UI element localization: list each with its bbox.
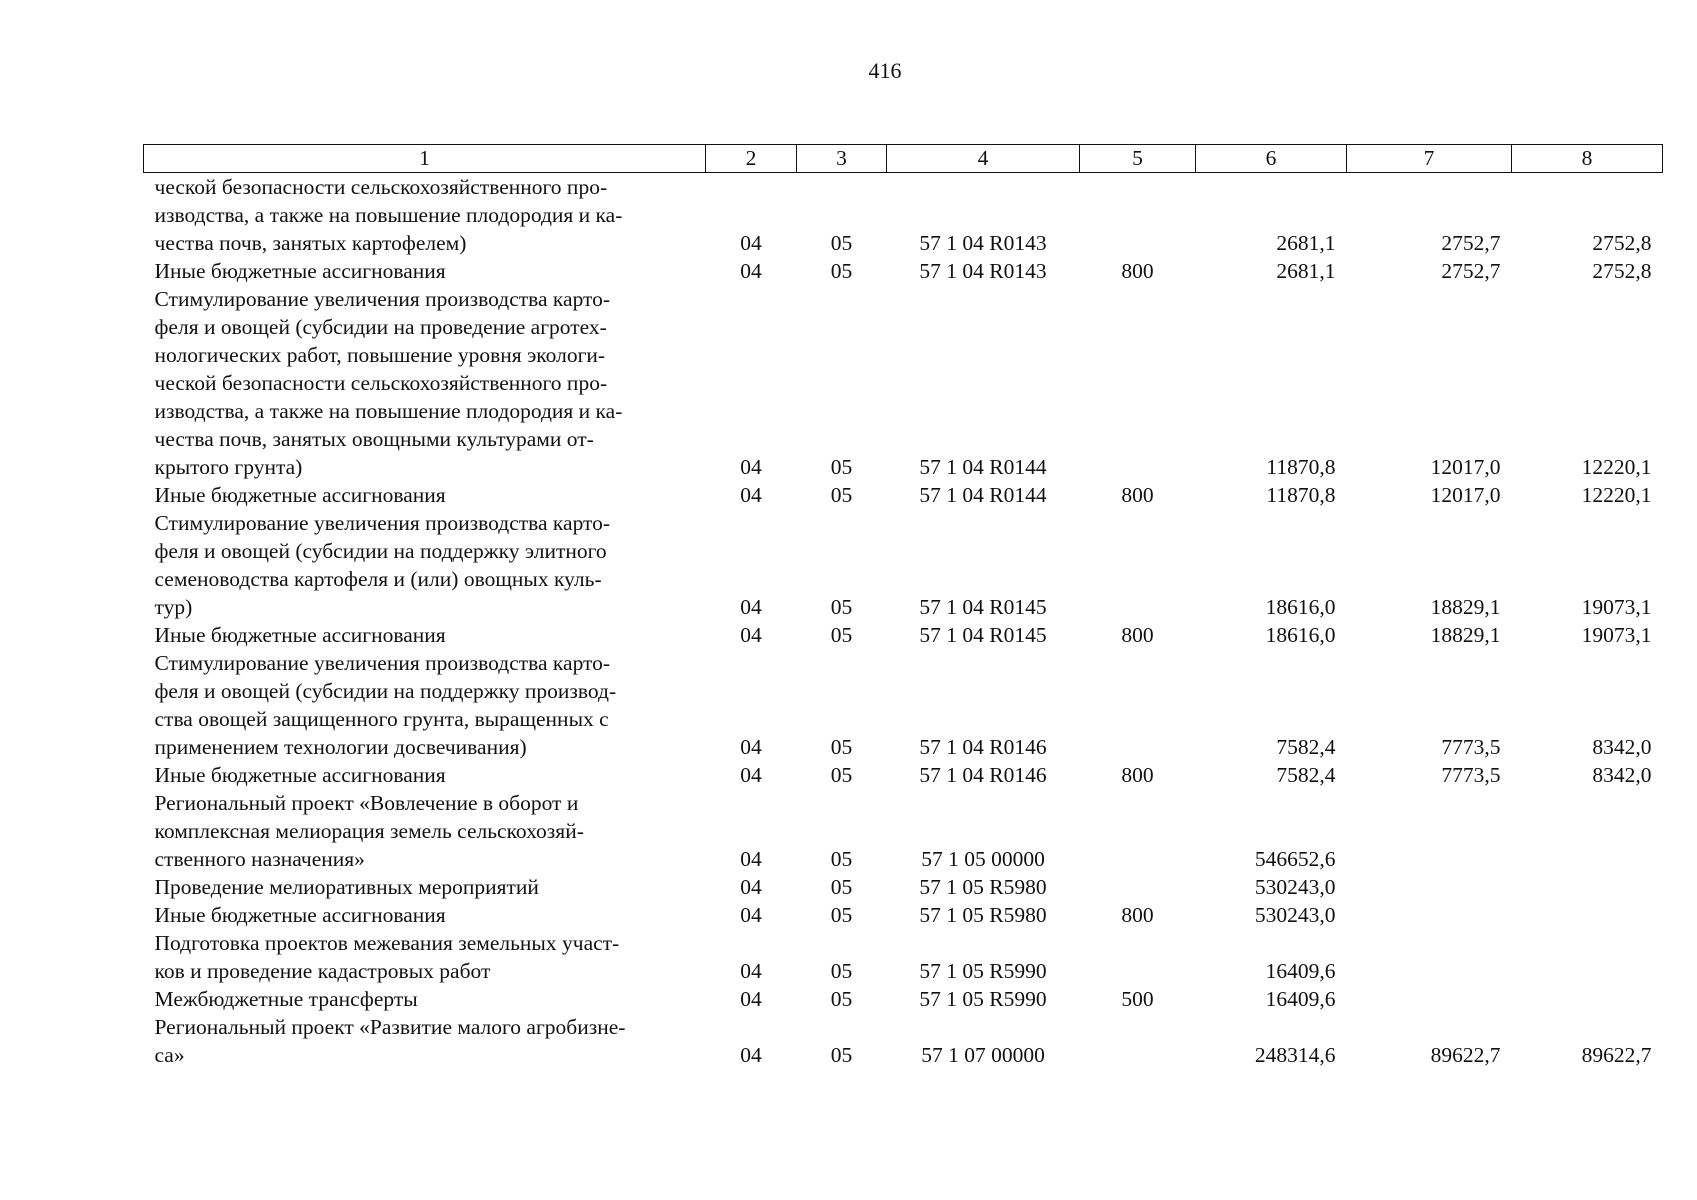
cell-expense-type: 800 bbox=[1121, 903, 1154, 927]
cell-item-name bbox=[144, 985, 706, 1013]
cell-section: 04 bbox=[740, 959, 762, 983]
item-name-line: крытого грунта) bbox=[154, 455, 303, 479]
cell-item-name bbox=[144, 873, 706, 901]
item-name-line: Проведение мелиоративных мероприятий bbox=[154, 875, 539, 899]
cell-expense-type bbox=[1080, 285, 1196, 481]
item-name-line: ческой безопасности сельскохозяйственного про- bbox=[154, 175, 608, 199]
cell-amount-year-1: 11870,8 bbox=[1266, 483, 1336, 507]
table-row bbox=[144, 985, 1663, 1013]
cell-target-article: 57 1 04 R0145 bbox=[919, 595, 1047, 619]
cell-amount-year-3: 89622,7 bbox=[1581, 1043, 1652, 1067]
cell-amount-year-3 bbox=[1512, 901, 1663, 929]
cell-amount-year-2 bbox=[1347, 929, 1512, 985]
cell-item-name bbox=[144, 761, 706, 789]
cell-amount-year-1: 18616,0 bbox=[1265, 623, 1336, 647]
cell-amount-year-2: 2752,7 bbox=[1441, 259, 1501, 283]
cell-expense-type bbox=[1080, 929, 1196, 985]
cell-amount-year-1: 16409,6 bbox=[1265, 987, 1336, 1011]
cell-section: 04 bbox=[740, 763, 762, 787]
column-header-6: 6 bbox=[1196, 145, 1347, 173]
cell-amount-year-2 bbox=[1347, 985, 1512, 1013]
item-name-line: ства овощей защищенного грунта, выращенных с bbox=[154, 707, 609, 731]
cell-amount-year-3: 12220,1 bbox=[1581, 483, 1652, 507]
item-name-line: Региональный проект «Развитие малого агробизне- bbox=[154, 1015, 626, 1039]
cell-amount-year-3: 19073,1 bbox=[1581, 595, 1652, 619]
cell-item-name bbox=[144, 901, 706, 929]
cell-amount-year-1: 2681,1 bbox=[1276, 231, 1336, 255]
column-header-4: 4 bbox=[887, 145, 1080, 173]
table-row bbox=[144, 649, 1663, 761]
cell-section: 04 bbox=[740, 231, 762, 255]
cell-amount-year-3 bbox=[1512, 929, 1663, 985]
table-row bbox=[144, 257, 1663, 285]
cell-amount-year-2: 7773,5 bbox=[1441, 763, 1501, 787]
cell-amount-year-3: 8342,0 bbox=[1592, 763, 1652, 787]
table-row bbox=[144, 929, 1663, 985]
item-name-line: Иные бюджетные ассигнования bbox=[154, 623, 446, 647]
column-header-1: 1 bbox=[144, 145, 706, 173]
cell-item-name bbox=[144, 509, 706, 621]
cell-item-name bbox=[144, 257, 706, 285]
cell-subsection: 05 bbox=[830, 735, 853, 759]
cell-target-article: 57 1 04 R0144 bbox=[919, 455, 1047, 479]
table-body bbox=[144, 173, 1663, 1070]
cell-item-name bbox=[144, 649, 706, 761]
item-name-line: са» bbox=[154, 1043, 185, 1067]
item-name-line: Стимулирование увеличения производства карто- bbox=[154, 511, 611, 535]
cell-amount-year-1: 7582,4 bbox=[1276, 735, 1336, 759]
cell-expense-type bbox=[1080, 873, 1196, 901]
cell-target-article: 57 1 05 R5980 bbox=[919, 903, 1047, 927]
cell-subsection: 05 bbox=[830, 1043, 853, 1067]
item-name-line: Иные бюджетные ассигнования bbox=[154, 259, 446, 283]
cell-amount-year-1: 546652,6 bbox=[1254, 847, 1336, 871]
cell-subsection: 05 bbox=[830, 231, 853, 255]
cell-amount-year-3 bbox=[1512, 985, 1663, 1013]
table-row bbox=[144, 481, 1663, 509]
cell-amount-year-1: 530243,0 bbox=[1254, 903, 1336, 927]
cell-subsection: 05 bbox=[830, 595, 853, 619]
cell-amount-year-1: 530243,0 bbox=[1254, 875, 1336, 899]
cell-expense-type: 800 bbox=[1121, 259, 1154, 283]
cell-item-name bbox=[144, 929, 706, 985]
cell-subsection: 05 bbox=[830, 959, 853, 983]
cell-section: 04 bbox=[740, 903, 762, 927]
cell-amount-year-2 bbox=[1347, 901, 1512, 929]
cell-expense-type: 800 bbox=[1121, 483, 1154, 507]
cell-section: 04 bbox=[740, 623, 762, 647]
cell-subsection: 05 bbox=[830, 875, 853, 899]
item-name-line: ков и проведение кадастровых работ bbox=[154, 959, 491, 983]
cell-amount-year-1: 2681,1 bbox=[1276, 259, 1336, 283]
item-name-line: семеноводства картофеля и (или) овощных куль- bbox=[154, 567, 602, 591]
table-row bbox=[144, 789, 1663, 873]
item-name-line: чества почв, занятых овощными культурами от- bbox=[154, 427, 594, 451]
cell-target-article: 57 1 04 R0146 bbox=[919, 735, 1047, 759]
cell-amount-year-2: 7773,5 bbox=[1441, 735, 1501, 759]
cell-subsection: 05 bbox=[830, 763, 853, 787]
table-row bbox=[144, 173, 1663, 258]
column-header-8: 8 bbox=[1512, 145, 1663, 173]
cell-amount-year-1: 11870,8 bbox=[1266, 455, 1336, 479]
cell-amount-year-2 bbox=[1347, 873, 1512, 901]
cell-expense-type bbox=[1080, 649, 1196, 761]
cell-amount-year-3: 2752,8 bbox=[1592, 231, 1652, 255]
cell-section: 04 bbox=[740, 875, 762, 899]
item-name-line: Иные бюджетные ассигнования bbox=[154, 483, 446, 507]
cell-amount-year-2: 2752,7 bbox=[1441, 231, 1501, 255]
cell-item-name bbox=[144, 285, 706, 481]
cell-amount-year-3 bbox=[1512, 873, 1663, 901]
cell-item-name bbox=[144, 173, 706, 258]
cell-amount-year-3 bbox=[1512, 789, 1663, 873]
cell-target-article: 57 1 05 R5990 bbox=[919, 959, 1047, 983]
item-name-line: Региональный проект «Вовлечение в оборот и bbox=[154, 791, 579, 815]
cell-target-article: 57 1 04 R0143 bbox=[919, 259, 1047, 283]
cell-amount-year-3: 8342,0 bbox=[1592, 735, 1652, 759]
cell-expense-type: 500 bbox=[1121, 987, 1154, 1011]
cell-expense-type bbox=[1080, 173, 1196, 258]
cell-item-name bbox=[144, 481, 706, 509]
budget-table bbox=[143, 144, 1663, 1069]
cell-section: 04 bbox=[740, 847, 762, 871]
cell-amount-year-2: 18829,1 bbox=[1430, 595, 1501, 619]
cell-amount-year-1: 248314,6 bbox=[1254, 1043, 1336, 1067]
cell-section: 04 bbox=[740, 987, 762, 1011]
item-name-line: чества почв, занятых картофелем) bbox=[154, 231, 467, 255]
item-name-line: нологических работ, повышение уровня экологи- bbox=[154, 343, 606, 367]
cell-subsection: 05 bbox=[830, 847, 853, 871]
cell-subsection: 05 bbox=[830, 259, 853, 283]
cell-amount-year-3: 19073,1 bbox=[1581, 623, 1652, 647]
item-name-line: изводства, а также на повышение плодородия и ка- bbox=[154, 399, 623, 423]
cell-item-name bbox=[144, 1013, 706, 1069]
cell-item-name bbox=[144, 621, 706, 649]
item-name-line: Иные бюджетные ассигнования bbox=[154, 763, 446, 787]
item-name-line: изводства, а также на повышение плодородия и ка- bbox=[154, 203, 623, 227]
table-row bbox=[144, 1013, 1663, 1069]
cell-amount-year-3: 12220,1 bbox=[1581, 455, 1652, 479]
cell-target-article: 57 1 05 R5990 bbox=[919, 987, 1047, 1011]
item-name-line: феля и овощей (субсидии на поддержку элитного bbox=[154, 539, 607, 563]
cell-section: 04 bbox=[740, 483, 762, 507]
item-name-line: феля и овощей (субсидии на поддержку производ- bbox=[154, 679, 617, 703]
cell-amount-year-1: 7582,4 bbox=[1276, 763, 1336, 787]
cell-section: 04 bbox=[740, 595, 762, 619]
cell-target-article: 57 1 04 R0143 bbox=[919, 231, 1047, 255]
item-name-line: Подготовка проектов межевания земельных участ- bbox=[154, 931, 620, 955]
cell-section: 04 bbox=[740, 259, 762, 283]
table-row bbox=[144, 901, 1663, 929]
item-name-line: Стимулирование увеличения производства карто- bbox=[154, 651, 611, 675]
table-row bbox=[144, 621, 1663, 649]
cell-target-article: 57 1 07 00000 bbox=[921, 1043, 1045, 1067]
cell-amount-year-1: 18616,0 bbox=[1265, 595, 1336, 619]
cell-subsection: 05 bbox=[830, 987, 853, 1011]
column-header-2: 2 bbox=[706, 145, 797, 173]
cell-target-article: 57 1 04 R0145 bbox=[919, 623, 1047, 647]
cell-amount-year-2: 12017,0 bbox=[1430, 483, 1501, 507]
cell-target-article: 57 1 04 R0144 bbox=[919, 483, 1047, 507]
item-name-line: феля и овощей (субсидии на проведение агротех- bbox=[154, 315, 607, 339]
cell-expense-type bbox=[1080, 509, 1196, 621]
cell-amount-year-2 bbox=[1347, 789, 1512, 873]
item-name-line: комплексная мелиорация земель сельскохозяй- bbox=[154, 819, 584, 843]
cell-subsection: 05 bbox=[830, 483, 853, 507]
cell-subsection: 05 bbox=[830, 455, 853, 479]
cell-target-article: 57 1 05 R5980 bbox=[919, 875, 1047, 899]
table-row bbox=[144, 509, 1663, 621]
cell-expense-type bbox=[1080, 1013, 1196, 1069]
column-header-7: 7 bbox=[1347, 145, 1512, 173]
item-name-line: Иные бюджетные ассигнования bbox=[154, 903, 446, 927]
table-row bbox=[144, 285, 1663, 481]
cell-subsection: 05 bbox=[830, 623, 853, 647]
page-number: 416 bbox=[868, 58, 902, 83]
cell-amount-year-2: 89622,7 bbox=[1430, 1043, 1501, 1067]
cell-expense-type: 800 bbox=[1121, 763, 1154, 787]
table-row bbox=[144, 873, 1663, 901]
item-name-line: ственного назначения» bbox=[154, 847, 365, 871]
item-name-line: применением технологии досвечивания) bbox=[154, 735, 527, 759]
table-row bbox=[144, 761, 1663, 789]
item-name-line: тур) bbox=[154, 595, 193, 619]
cell-expense-type bbox=[1080, 789, 1196, 873]
cell-amount-year-3: 2752,8 bbox=[1592, 259, 1652, 283]
item-name-line: ческой безопасности сельскохозяйственного про- bbox=[154, 371, 608, 395]
cell-amount-year-1: 16409,6 bbox=[1265, 959, 1336, 983]
cell-subsection: 05 bbox=[830, 903, 853, 927]
cell-section: 04 bbox=[740, 1043, 762, 1067]
cell-expense-type: 800 bbox=[1121, 623, 1154, 647]
cell-target-article: 57 1 04 R0146 bbox=[919, 763, 1047, 787]
cell-amount-year-2: 18829,1 bbox=[1430, 623, 1501, 647]
column-header-5: 5 bbox=[1080, 145, 1196, 173]
item-name-line: Межбюджетные трансферты bbox=[154, 987, 418, 1011]
cell-amount-year-2: 12017,0 bbox=[1430, 455, 1501, 479]
cell-target-article: 57 1 05 00000 bbox=[921, 847, 1045, 871]
item-name-line: Стимулирование увеличения производства карто- bbox=[154, 287, 611, 311]
column-header-3: 3 bbox=[797, 145, 887, 173]
cell-section: 04 bbox=[740, 735, 762, 759]
cell-section: 04 bbox=[740, 455, 762, 479]
table-header-row bbox=[144, 145, 1663, 173]
cell-item-name bbox=[144, 789, 706, 873]
